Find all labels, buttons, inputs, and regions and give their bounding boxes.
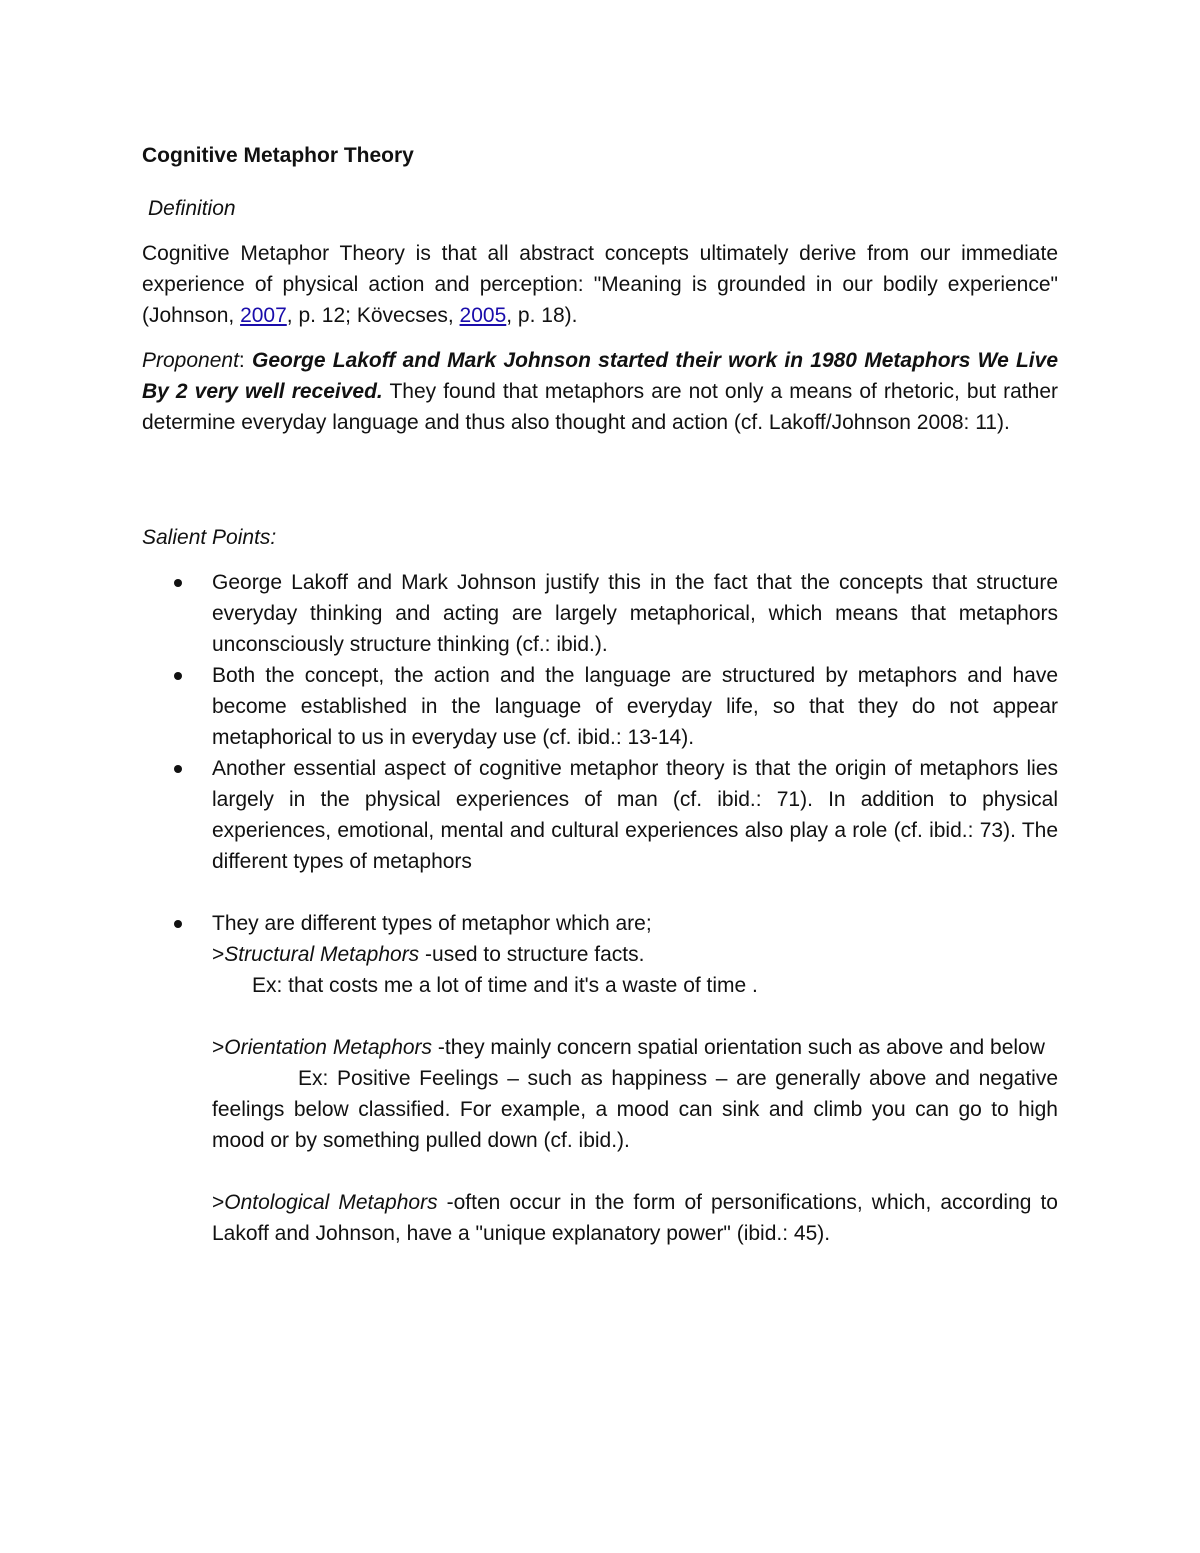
- proponent-label: Proponent: [142, 349, 239, 372]
- structural-metaphor-line: [212, 939, 1058, 970]
- orientation-example: Ex: Positive Feelings – such as happiness – are generally above and negative feelings below classified. For example, a mood can sink and climb you can go to high mood or by something pulled down (cf. ibid.).: [212, 1067, 1058, 1152]
- list-item: [142, 567, 1058, 660]
- orientation-prefix: >: [212, 1036, 225, 1059]
- salient-points-list: [142, 567, 1058, 1249]
- ontological-metaphor-name: Ontological Metaphors: [224, 1191, 438, 1214]
- definition-text-after: , p. 18).: [506, 304, 578, 327]
- bullet-icon: [174, 672, 182, 680]
- structural-metaphor-desc: -used to structure facts.: [419, 943, 645, 966]
- salient-points-heading: Salient Points:: [142, 526, 277, 549]
- citation-link-2007[interactable]: 2007: [240, 304, 287, 327]
- ontological-metaphor-desc: -often occur in the form of personifications, which, according to Lakoff and Johnson, have a "unique explanatory power" (ibid.: 45).: [212, 1191, 1058, 1245]
- list-gap: [142, 877, 1058, 908]
- ontological-prefix: >: [212, 1191, 225, 1214]
- definition-text-before: Cognitive Metaphor Theory is that all abstract concepts ultimately derive from our immediate experience of physical action and perception: "Meaning is grounded in our bodily experience" (Johnson,: [142, 242, 1058, 327]
- blank-line: [212, 1001, 1058, 1032]
- point-text: Both the concept, the action and the language are structured by metaphors and have become established in the language of everyday life, so that they do not appear metaphorical to us in everyday use (cf. ibid.: 13-14).: [212, 664, 1058, 749]
- proponent-bold-text: George Lakoff and Mark Johnson started their work in 1980 Metaphors We Live By 2 very well received.: [142, 349, 1058, 403]
- proponent-text: They found that metaphors are not only a means of rhetoric, but rather determine everyday language and thus also thought and action (cf. Lakoff/Johnson 2008: 11).: [142, 380, 1058, 434]
- structural-example: Ex: that costs me a lot of time and it's a waste of time .: [252, 974, 758, 997]
- blank-line: [212, 1156, 1058, 1187]
- proponent-paragraph: [142, 345, 1058, 438]
- bullet-icon: [174, 920, 182, 928]
- orientation-metaphor-line: [212, 1032, 1058, 1063]
- point-text: Another essential aspect of cognitive metaphor theory is that the origin of metaphors lies largely in the physical experiences of man (cf. ibid.: 71). In addition to physical experiences, emotional, mental and cultural experiences also play a role (cf. ibid.: 73). The different types of metaphors: [212, 757, 1058, 873]
- citation-link-2005[interactable]: 2005: [459, 304, 507, 327]
- orientation-metaphor-name: Orientation Metaphors: [224, 1036, 433, 1059]
- bullet-icon: [174, 579, 182, 587]
- list-item: [142, 660, 1058, 753]
- structural-metaphor-name: Structural Metaphors: [224, 943, 420, 966]
- structural-prefix: >: [212, 943, 225, 966]
- orientation-metaphor-desc: -they mainly concern spatial orientation such as above and below: [432, 1036, 1045, 1059]
- definition-heading: Definition: [148, 197, 236, 220]
- list-item-types: [142, 908, 1058, 1249]
- spacer: [142, 452, 1058, 498]
- definition-text-mid: , p. 12; Kövecses,: [286, 304, 460, 327]
- ontological-metaphor-line: [212, 1187, 1058, 1249]
- types-intro: They are different types of metaphor which are;: [212, 912, 652, 935]
- bullet-icon: [174, 765, 182, 773]
- document-title: Cognitive Metaphor Theory: [142, 144, 414, 167]
- list-item: [142, 753, 1058, 877]
- point-text: George Lakoff and Mark Johnson justify this in the fact that the concepts that structure everyday thinking and acting are largely metaphorical, which means that metaphors unconsciously structure thinking (cf.: ibid.).: [212, 571, 1058, 656]
- proponent-colon: :: [238, 349, 252, 372]
- definition-paragraph: [142, 238, 1058, 331]
